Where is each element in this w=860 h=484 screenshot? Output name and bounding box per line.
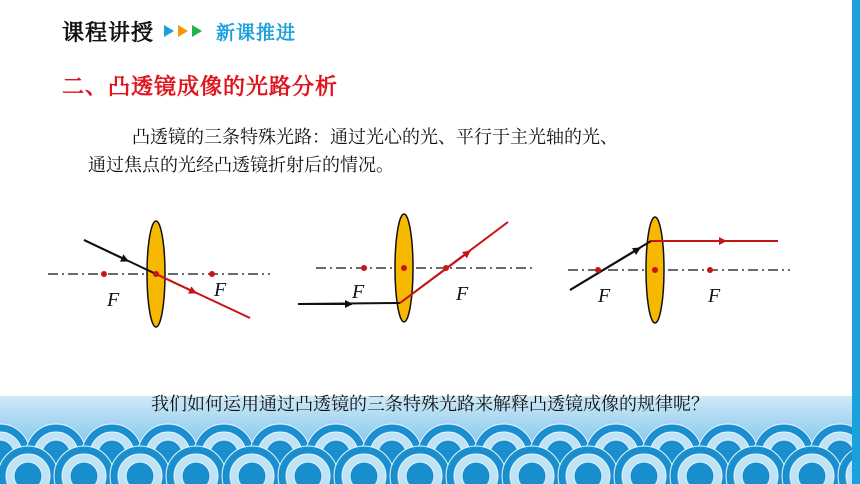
focus-label: F (708, 285, 721, 307)
play-arrow-icon (178, 25, 188, 37)
header-arrows (164, 25, 202, 37)
focus-point (209, 271, 215, 277)
focus-point (443, 265, 449, 271)
focus-point (595, 267, 601, 273)
incident-ray-arrow (84, 240, 128, 261)
intro-paragraph (88, 124, 768, 180)
question-text: 我们如何运用通过凸透镜的三条特殊光路来解释凸透镜成像的规律呢？ (151, 394, 709, 415)
header-bar (62, 14, 296, 48)
header-title: 课程讲授 (62, 20, 155, 46)
intro-line-2: 通过焦点的光经凸透镜折射后的情况。 (88, 155, 394, 176)
optical-center (153, 271, 159, 277)
focus-label: F (107, 289, 120, 311)
play-arrow-icon (164, 25, 174, 37)
focus-point (707, 267, 713, 273)
incident-ray-arrow (570, 248, 640, 290)
diagram-parallel-ray (298, 214, 536, 322)
section-title: 二、凸透镜成像的光路分析 (62, 75, 339, 100)
intro-line-1: 凸透镜的三条特殊光路：通过光心的光、平行于主光轴的光、 (132, 127, 618, 148)
diagram-center-ray (48, 221, 270, 327)
focus-label: F (598, 285, 611, 307)
lens-diagrams (0, 200, 852, 340)
play-arrow-icon (192, 25, 202, 37)
diagram-focus-ray (568, 217, 790, 323)
optical-center (401, 265, 407, 271)
focus-label: F (352, 281, 365, 303)
header-subtitle: 新课推进 (216, 21, 297, 44)
optical-center (652, 267, 658, 273)
focus-label: F (456, 283, 469, 305)
focus-label: F (214, 279, 227, 301)
focus-point (101, 271, 107, 277)
focus-point (361, 265, 367, 271)
